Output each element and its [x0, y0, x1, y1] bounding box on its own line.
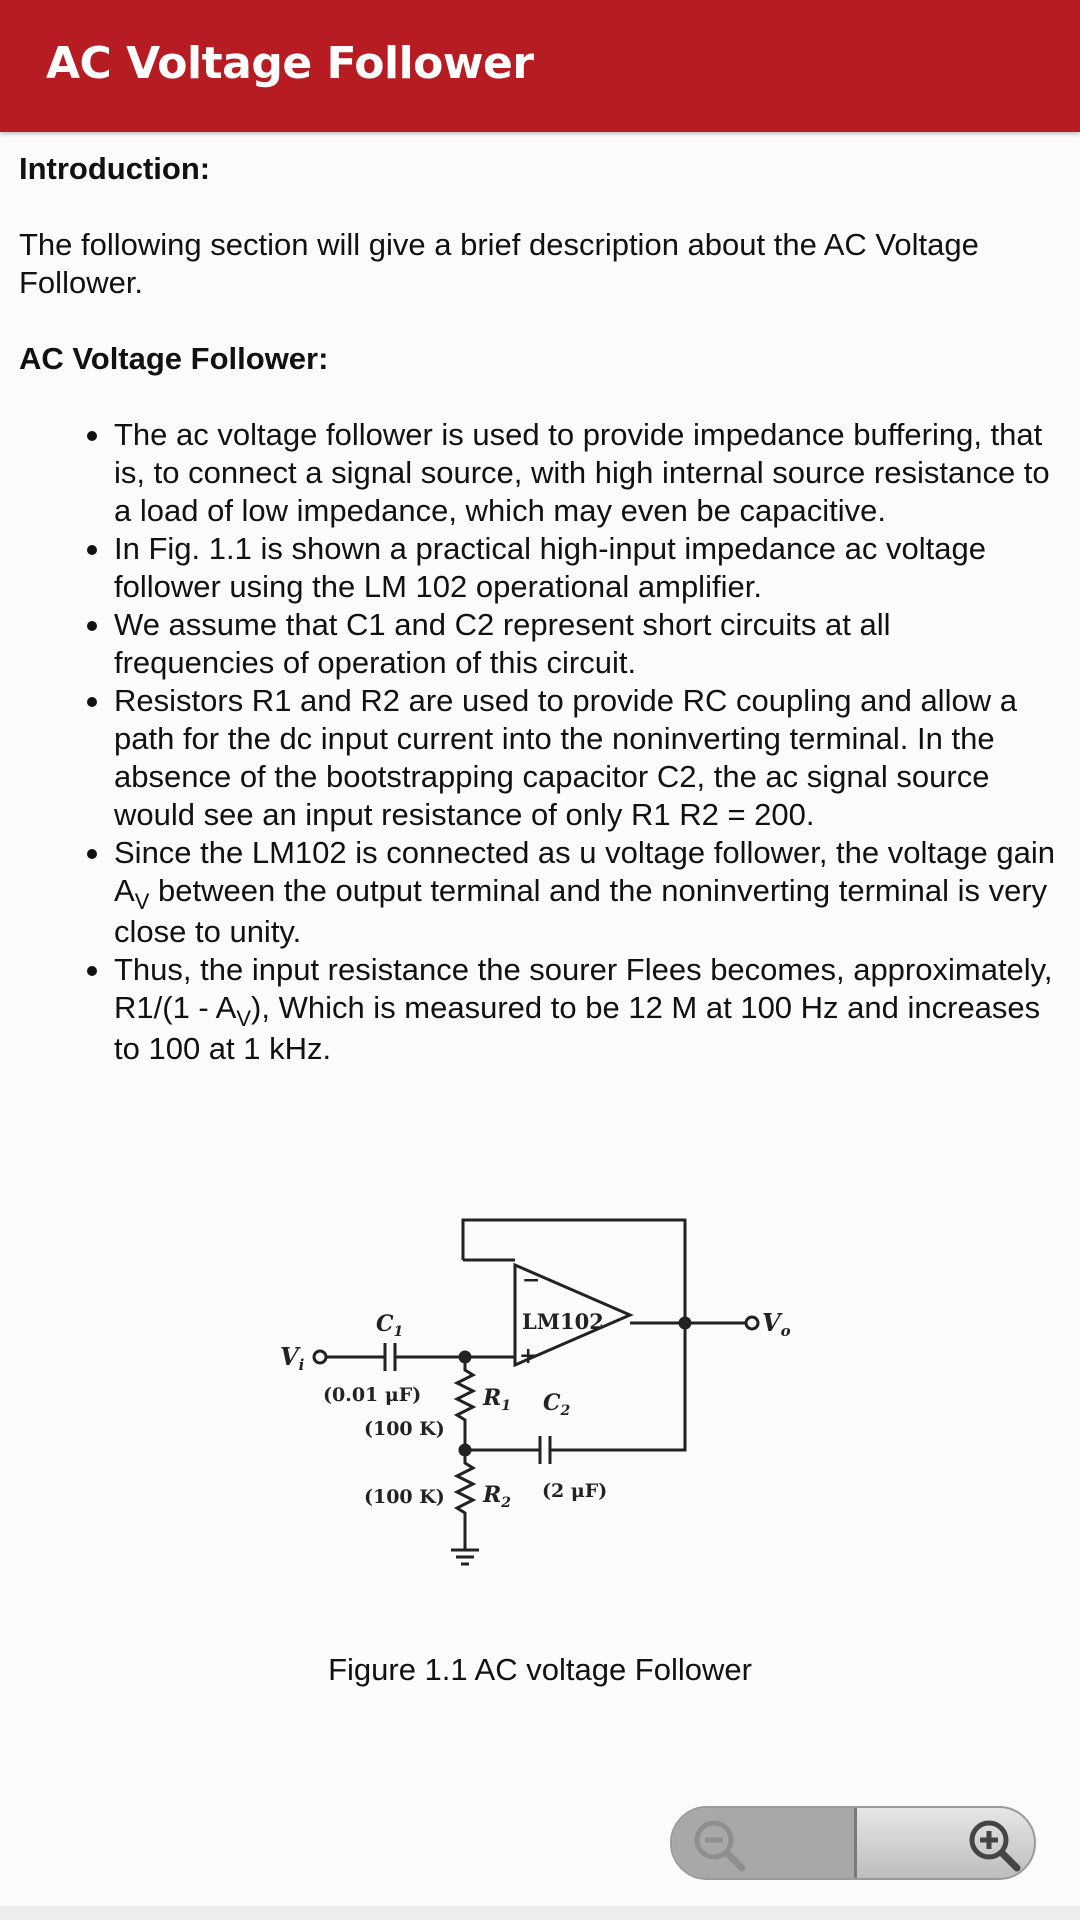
- list-item: [114, 530, 1059, 606]
- list-item: [114, 951, 1059, 1068]
- list-item-text-pre: Thus, the input resistance the sourer Flees becomes, approximately, R1/(1 - A: [114, 952, 1053, 1025]
- c2-label: $C_2$: [543, 1390, 571, 1419]
- r1-resistor: [457, 1357, 473, 1450]
- section-heading: AC Voltage Follower:: [19, 341, 329, 376]
- bullet-list: [19, 416, 1059, 1068]
- bullet-icon: [87, 849, 97, 859]
- list-item-text: Resistors R1 and R2 are used to provide RC coupling and allow a path for the dc input current into the noninverting terminal. In the absence of the bootstrapping capacitor C2, the ac signal source would see an input resistance of only R1 R2 = 200.: [114, 683, 1017, 832]
- r2-resistor: [457, 1450, 473, 1550]
- zoom-out-icon: [690, 1816, 748, 1874]
- figure-caption: Figure 1.1 AC voltage Follower: [328, 1652, 752, 1687]
- list-item: [114, 682, 1059, 834]
- r2-value: (100 K): [364, 1486, 445, 1508]
- list-item-text: We assume that C1 and C2 represent short circuits at all frequencies of operation of this circuit.: [114, 607, 891, 680]
- r1-value: (100 K): [364, 1418, 445, 1440]
- zoom-out-button[interactable]: [672, 1808, 854, 1878]
- app-bar: [0, 0, 1080, 132]
- vin-label: $V_i$: [280, 1342, 305, 1374]
- minus-label: −: [522, 1267, 541, 1293]
- bullet-icon: [87, 545, 97, 555]
- input-terminal: [314, 1351, 326, 1363]
- intro-text: The following section will give a brief description about the AC Voltage Follower.: [19, 227, 979, 300]
- circuit-diagram: [270, 1205, 830, 1605]
- list-item: [114, 416, 1059, 530]
- list-item-text-pre: Since the LM102 is connected as u voltage follower, the voltage gain A: [114, 835, 1055, 908]
- zoom-in-button[interactable]: [857, 1808, 1036, 1878]
- feedback-wire: [463, 1220, 685, 1323]
- article-body: [19, 150, 1059, 1068]
- list-item-text: The ac voltage follower is used to provide impedance buffering, that is, to connect a signal source, with high internal source resistance to a load of low impedance, which may even be capacitive.: [114, 417, 1050, 528]
- list-item-subscript: V: [236, 1006, 252, 1031]
- intro-heading: Introduction:: [19, 151, 211, 186]
- list-item-text: In Fig. 1.1 is shown a practical high-input impedance ac voltage follower using the LM 102 operational amplifier.: [114, 531, 986, 604]
- zoom-controls: [670, 1806, 1036, 1880]
- output-terminal: [746, 1317, 758, 1329]
- bottom-strip: [0, 1906, 1080, 1920]
- c2-value: (2 μF): [542, 1480, 608, 1502]
- page-title: AC Voltage Follower: [46, 38, 534, 89]
- list-item-text-post: between the output terminal and the noninverting terminal is very close to unity.: [114, 873, 1048, 949]
- bullet-icon: [87, 966, 97, 976]
- list-item: [114, 606, 1059, 682]
- c1-value: (0.01 μF): [323, 1384, 422, 1406]
- vout-label: $V_o$: [762, 1308, 791, 1340]
- c1-label: $C_1$: [376, 1311, 404, 1340]
- list-item-text-post: ), Which is measured to be 12 M at 100 Hz and increases to 100 at 1 kHz.: [114, 990, 1041, 1066]
- opamp-label: LM102: [522, 1309, 604, 1334]
- bullet-icon: [87, 621, 97, 631]
- bullet-icon: [87, 697, 97, 707]
- r1-label: $R_1$: [483, 1385, 512, 1414]
- list-item: [114, 834, 1059, 951]
- bullet-icon: [87, 431, 97, 441]
- zoom-in-icon: [965, 1816, 1023, 1874]
- plus-label: +: [519, 1343, 538, 1369]
- r2-label: $R_2$: [483, 1482, 512, 1511]
- list-item-subscript: V: [134, 889, 150, 914]
